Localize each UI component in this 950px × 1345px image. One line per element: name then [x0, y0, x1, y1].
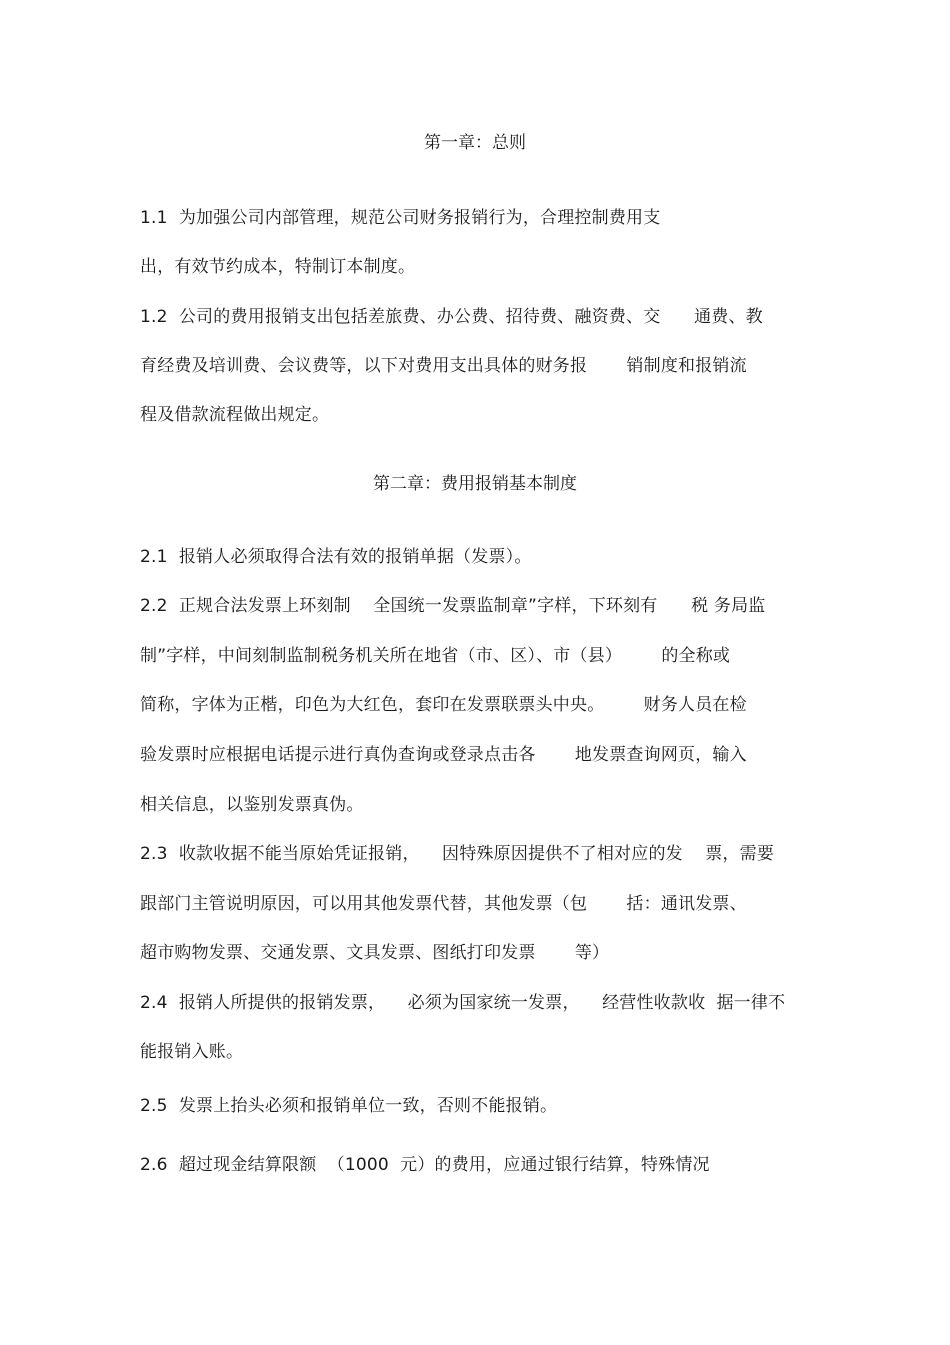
paragraph-1-1-line-2: 出，有效节约成本，特制订本制度。	[140, 257, 416, 277]
paragraph-2-3-line-3: 超市购物发票、交通发票、文具发票、图纸打印发票 等）	[140, 943, 610, 963]
paragraph-2-2-line-1: 2.2 正规合法发票上环刻制 全国统一发票监制章”字样，下环刻有 税 务局监	[140, 596, 766, 616]
chapter1-title: 第一章：总则	[424, 133, 526, 153]
paragraph-1-2-line-1: 1.2 公司的费用报销支出包括差旅费、办公费、招待费、融资费、交 通费、教	[140, 307, 763, 327]
chapter2-title: 第二章：费用报销基本制度	[373, 474, 577, 494]
paragraph-2-6-line-1: 2.6 超过现金结算限额 （1000 元）的费用，应通过银行结算，特殊情况	[140, 1155, 710, 1175]
paragraph-1-1-line-1: 1.1 为加强公司内部管理，规范公司财务报销行为，合理控制费用支	[140, 208, 661, 228]
paragraph-2-3-line-2: 跟部门主管说明原因，可以用其他发票代替，其他发票（包 括：通讯发票、	[140, 894, 747, 914]
paragraph-2-1-line-1: 2.1 报销人必须取得合法有效的报销单据（发票）。	[140, 547, 532, 567]
paragraph-2-4-line-2: 能报销入账。	[140, 1042, 244, 1062]
paragraph-1-2-line-3: 程及借款流程做出规定。	[140, 405, 330, 425]
paragraph-2-3-line-1: 2.3 收款收据不能当原始凭证报销， 因特殊原因提供不了相对应的发 票，需要	[140, 844, 775, 864]
paragraph-2-5-line-1: 2.5 发票上抬头必须和报销单位一致，否则不能报销。	[140, 1096, 558, 1116]
paragraph-2-2-line-4: 验发票时应根据电话提示进行真伪查询或登录点击各 地发票查询网页，输入	[140, 745, 747, 765]
paragraph-2-2-line-3: 简称，字体为正楷，印色为大红色，套印在发票联票头中央。 财务人员在检	[140, 695, 747, 715]
paragraph-2-2-line-2: 制”字样，中间刻制监制税务机关所在地省（市、区）、市（县） 的全称或	[140, 646, 731, 666]
paragraph-2-4-line-1: 2.4 报销人所提供的报销发票， 必须为国家统一发票， 经营性收款收 据一律不	[140, 993, 786, 1013]
paragraph-1-2-line-2: 育经费及培训费、会议费等，以下对费用支出具体的财务报 销制度和报销流	[140, 356, 747, 376]
paragraph-2-2-line-5: 相关信息，以鉴别发票真伪。	[140, 795, 364, 815]
